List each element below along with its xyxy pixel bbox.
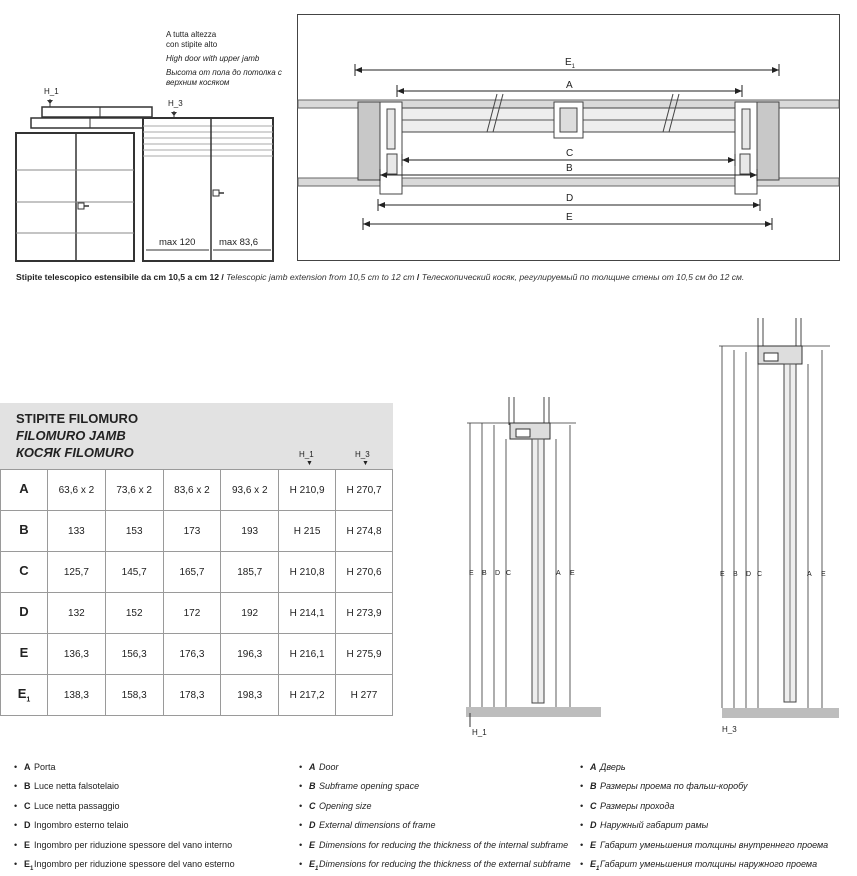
row-label-main: E [19,645,29,661]
legend-text: Luce netta passaggio [34,800,120,811]
legend-item [299,799,571,818]
legend-key-main: A [24,762,31,772]
bullet-icon: • [14,800,18,811]
caption-en: Telescopic jamb extension from 10,5 cm to 12 cm [226,272,415,282]
table-cell: 158,3 [105,675,163,716]
table-cell: 176,3 [163,634,221,675]
table-cell: 152 [105,593,163,634]
row-label-main: E [17,686,27,702]
plan-label-e: E [566,212,573,223]
table-cell: 73,6 x 2 [105,470,163,511]
legend-key [309,760,319,779]
h1-label: H_1 [44,87,59,96]
legend-key-main: D [309,820,316,831]
h3-dim-b: B [733,571,738,578]
legend-text: Ingombro per riduzione spessore del vano interno [34,839,233,850]
legend-key [24,799,34,818]
table-cell: 125,7 [48,552,106,593]
table-cell: H 275,9 [336,634,393,675]
table-row [1,634,393,675]
section-elevation-h3 [718,316,843,726]
plan-section-drawing [297,14,841,262]
bullet-icon: • [580,762,584,772]
door-desc-it-1: A tutta altezza [166,30,217,39]
bullet-icon: • [299,800,303,811]
table-col-h3: H_3 [355,450,370,459]
table-cell: 172 [163,593,221,634]
max-83-6-label: max 83,6 [219,237,259,248]
legend-key-main: B [309,781,316,792]
legend-key-main: D [590,820,597,831]
h3-dim-e-outer: E [720,571,725,578]
legend-key-main: E [24,858,31,869]
table-cell: 133 [48,511,106,552]
legend-key [309,799,319,818]
bullet-icon: • [299,781,303,792]
table-cell: H 210,8 [279,552,336,593]
h1-dim-e-inner: E [570,570,575,577]
legend-item [14,760,235,779]
legend-item [580,760,828,779]
h1-dim-c: C [506,570,512,577]
plan-label-b: B [566,163,573,174]
legend-key-main: E [24,839,31,850]
row-label [1,634,48,675]
legend-key [24,838,34,857]
legend-text: Ingombro esterno telaio [34,820,129,831]
legend-item [299,760,571,779]
h3-label: H_3 [168,99,183,108]
legend-ru [580,760,828,876]
legend-key [590,838,600,857]
legend-item [299,857,571,876]
legend-key [590,799,600,818]
table-cell: 138,3 [48,675,106,716]
plan-label-e1-main: E [565,57,572,68]
table-h1-arrow-icon: ▼ [306,460,313,467]
legend-item [580,779,828,798]
max-120-label: max 120 [159,237,196,248]
plan-label-e1-sub: 1 [571,64,576,70]
legend-item [299,838,571,857]
legend-key-main: C [24,800,31,811]
legend-key-main: E [590,858,597,869]
legend-text: Размеры проема по фальш-коробу [600,781,748,792]
h1-dim-a: A [556,570,561,577]
legend-text: Luce netta falsotelaio [34,781,120,792]
legend-key [24,760,34,779]
table-header [0,403,393,469]
row-label-main: B [19,522,29,538]
table-cell: H 274,8 [336,511,393,552]
legend-key-main: B [24,781,31,792]
door-desc-ru-2: верхним косяком [166,78,230,87]
table-cell: H 215 [279,511,336,552]
bullet-icon: • [299,839,303,850]
legend-key [590,760,600,779]
legend-text: Габарит уменьшения толщины внутреннего проема [600,839,829,850]
plan-label-a: A [566,80,573,91]
row-label [1,470,48,511]
table-cell: H 216,1 [279,634,336,675]
legend-it [14,760,235,876]
legend-en [299,760,571,876]
legend-key-sub: 1 [596,865,600,872]
table-title-en: FILOMURO JAMB [16,428,126,443]
section-h1-label: H_1 [472,728,487,737]
legend-item [299,779,571,798]
legend-key-main: D [24,820,31,831]
legend-item [299,818,571,837]
bullet-icon: • [299,762,303,772]
legend-key [590,818,600,837]
plan-label-d: D [566,193,574,204]
table-cell: 132 [48,593,106,634]
legend-key-main: E [309,858,316,869]
legend-text: External dimensions of frame [319,820,436,831]
door-desc-en: High door with upper jamb [166,54,260,63]
legend-item [14,838,235,857]
table-row [1,593,393,634]
legend-key [24,857,34,876]
legend-text: Door [319,762,339,772]
row-label-sub: 1 [26,696,31,704]
table-cell: H 270,6 [336,552,393,593]
table-cell: H 214,1 [279,593,336,634]
legend-key-main: C [590,800,597,811]
table-col-h1: H_1 [299,450,314,459]
legend-text: Наружный габарит рамы [600,820,709,831]
h1-dim-e-outer: E [469,570,474,577]
table-row [1,511,393,552]
row-label [1,511,48,552]
row-label [1,593,48,634]
legend-text: Opening size [319,800,372,811]
legend-item [580,857,828,876]
legend-key-main: A [590,762,597,772]
table-cell: H 217,2 [279,675,336,716]
legend-key [309,779,319,798]
caption-ru: Телескопический косяк, регулируемый по толщине стены от 10,5 см до 12 см. [421,272,745,282]
table-cell: 178,3 [163,675,221,716]
section-h3-label: H_3 [722,725,737,734]
bullet-icon: • [299,820,303,831]
table-row [1,675,393,716]
row-label-main: D [19,604,29,620]
legend-text: Dimensions for reducing the thickness of the internal subframe [319,839,569,850]
table-cell: 193 [221,511,279,552]
legend-text: Ingombro per riduzione spessore del vano esterno [34,858,235,869]
table-cell: 63,6 x 2 [48,470,106,511]
table-row [1,470,393,511]
table-row [1,552,393,593]
table-cell: 196,3 [221,634,279,675]
bullet-icon: • [580,800,584,811]
legend-item [580,818,828,837]
legend-key [24,818,34,837]
bullet-icon: • [580,839,584,850]
row-label [1,675,48,716]
legend-item [14,818,235,837]
table-title-it: STIPITE FILOMURO [16,411,139,426]
table-cell: 173 [163,511,221,552]
legend-text: Porta [34,762,56,772]
row-label-main: A [19,481,29,497]
table-cell: H 277 [336,675,393,716]
table-h3-arrow-icon: ▼ [362,460,369,467]
table-cell: 192 [221,593,279,634]
bullet-icon: • [14,781,18,792]
legend-key-sub: 1 [30,865,34,872]
table-cell: 156,3 [105,634,163,675]
legend-text: Габарит уменьшения толщины наружного проема [600,858,818,869]
bullet-icon: • [14,762,18,772]
bullet-icon: • [299,858,303,869]
bullet-icon: • [580,858,584,869]
row-label [1,552,48,593]
legend-text: Dimensions for reducing the thickness of the external subframe [319,858,571,869]
row-label-main: C [19,563,29,579]
table-cell: 198,3 [221,675,279,716]
legend-text: Размеры прохода [600,800,675,811]
table-cell: 93,6 x 2 [221,470,279,511]
table-cell: 145,7 [105,552,163,593]
legend-item [14,857,235,876]
table-cell: 165,7 [163,552,221,593]
legend-item [14,799,235,818]
h3-dim-c: C [757,571,763,578]
table-cell: 83,6 x 2 [163,470,221,511]
table-cell: H 270,7 [336,470,393,511]
legend-item [14,779,235,798]
table-title-ru: КОСЯК FILOMURO [16,445,134,460]
bullet-icon: • [14,839,18,850]
legend-key [309,838,319,857]
legend-key-main: B [590,781,597,792]
legend-key [24,779,34,798]
dimensions-table [0,469,393,716]
door-elevation-drawing [0,0,300,270]
legend-key-sub: 1 [315,865,319,872]
legend-key [309,857,319,876]
legend-text: Subframe opening space [319,781,420,792]
caption-it: Stipite telescopico estensibile da cm 10,5 a cm 12 [16,272,219,282]
legend-text: Дверь [600,762,626,772]
legend-key [590,857,600,876]
bullet-icon: • [14,820,18,831]
table-cell: H 210,9 [279,470,336,511]
bullet-icon: • [14,858,18,869]
table-cell: 153 [105,511,163,552]
door-desc-it-2: con stipite alto [166,40,218,49]
legend-key [309,818,319,837]
h1-dim-b: B [482,570,487,577]
plan-label-e1 [565,57,575,70]
h3-dim-d: D [746,571,752,578]
legend-key [590,779,600,798]
table-cell: H 273,9 [336,593,393,634]
plan-label-c: C [566,148,574,159]
h1-dim-d: D [495,570,501,577]
legend-item [580,838,828,857]
bullet-icon: • [580,820,584,831]
jamb-caption: Stipite telescopico estensibile da cm 10,5 a cm 12 / Telescopic jamb extension from 10,5 cm to 12 cm / Телескопический косяк, регулируемый по толщине стены от 10,5 см до 12 см. [16,272,745,282]
door-desc-ru-1: Высота от пола до потолка с [166,68,282,77]
table-cell: 185,7 [221,552,279,593]
h3-dim-a: A [807,571,812,578]
table-cell: 136,3 [48,634,106,675]
bullet-icon: • [580,781,584,792]
h3-dim-e-inner: E [821,571,826,578]
legend-key-main: A [309,762,316,772]
legend-key-main: E [309,839,316,850]
legend-key-main: C [309,800,316,811]
legend-key-main: E [590,839,597,850]
legend-item [580,799,828,818]
section-elevation-h1 [466,395,606,740]
